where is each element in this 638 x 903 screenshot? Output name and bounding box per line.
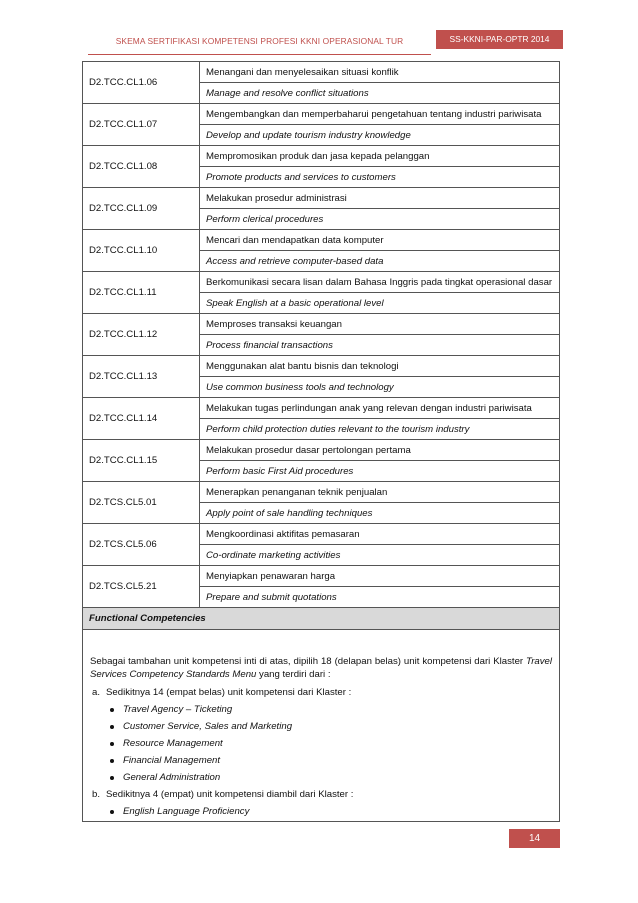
- list-item: Customer Service, Sales and Marketing: [109, 718, 552, 735]
- unit-title-en: Use common business tools and technology: [200, 377, 560, 398]
- unit-title-id: Berkomunikasi secara lisan dalam Bahasa Inggris pada tingkat operasional dasar: [200, 272, 560, 293]
- unit-title-id: Melakukan tugas perlindungan anak yang relevan dengan industri pariwisata: [200, 398, 560, 419]
- intro-text: Sebagai tambahan unit kompetensi inti di atas, dipilih 18 (delapan belas) unit kompetensi dari Klaster: [90, 656, 524, 667]
- list-a-lead: [92, 684, 552, 701]
- competency-units-table: [82, 61, 560, 630]
- list-item: General Administration: [109, 769, 552, 786]
- unit-code: D2.TCS.CL5.01: [83, 482, 200, 524]
- unit-title-en: Manage and resolve conflict situations: [200, 83, 560, 104]
- unit-row: [83, 440, 560, 461]
- unit-code: D2.TCC.CL1.06: [83, 62, 200, 104]
- list-item: Resource Management: [109, 735, 552, 752]
- unit-code: D2.TCC.CL1.11: [83, 272, 200, 314]
- document-code-badge: SS-KKNI-PAR-OPTR 2014: [436, 30, 563, 49]
- unit-row: [83, 188, 560, 209]
- page-number: 14: [509, 829, 560, 848]
- unit-title-id: Mengkoordinasi aktifitas pemasaran: [200, 524, 560, 545]
- intro-paragraph: [90, 655, 552, 681]
- unit-row: [83, 314, 560, 335]
- document-header-title: SKEMA SERTIFIKASI KOMPETENSI PROFESI KKNI OPERASIONAL TUR: [88, 35, 431, 55]
- unit-title-en: Apply point of sale handling techniques: [200, 503, 560, 524]
- unit-title-en: Speak English at a basic operational level: [200, 293, 560, 314]
- unit-code: D2.TCC.CL1.10: [83, 230, 200, 272]
- unit-title-en: Process financial transactions: [200, 335, 560, 356]
- unit-code: D2.TCC.CL1.13: [83, 356, 200, 398]
- unit-title-en: Prepare and submit quotations: [200, 587, 560, 608]
- unit-title-id: Mencari dan mendapatkan data komputer: [200, 230, 560, 251]
- unit-row: [83, 356, 560, 377]
- unit-title-id: Melakukan prosedur administrasi: [200, 188, 560, 209]
- unit-title-id: Menggunakan alat bantu bisnis dan teknologi: [200, 356, 560, 377]
- section-title: Functional Competencies: [83, 608, 560, 630]
- unit-title-id: Mempromosikan produk dan jasa kepada pelanggan: [200, 146, 560, 167]
- list-a-text: Sedikitnya 14 (empat belas) unit kompetensi dari Klaster :: [106, 687, 352, 698]
- unit-row: [83, 272, 560, 293]
- unit-title-id: Menerapkan penanganan teknik penjualan: [200, 482, 560, 503]
- section-header-row: [83, 608, 560, 630]
- unit-row: [83, 146, 560, 167]
- list-b-text: Sedikitnya 4 (empat) unit kompetensi diambil dari Klaster :: [106, 789, 354, 800]
- unit-title-id: Melakukan prosedur dasar pertolongan pertama: [200, 440, 560, 461]
- list-b-items: [90, 803, 552, 820]
- functional-competencies-text: [90, 655, 552, 820]
- unit-code: D2.TCC.CL1.08: [83, 146, 200, 188]
- unit-title-en: Perform clerical procedures: [200, 209, 560, 230]
- intro-tail: yang terdiri dari :: [259, 669, 331, 680]
- unit-title-en: Perform basic First Aid procedures: [200, 461, 560, 482]
- unit-title-id: Menangani dan menyelesaikan situasi konflik: [200, 62, 560, 83]
- unit-row: [83, 230, 560, 251]
- unit-title-id: Mengembangkan dan memperbaharui pengetahuan tentang industri pariwisata: [200, 104, 560, 125]
- list-a-marker: a.: [92, 687, 101, 698]
- unit-title-en: Perform child protection duties relevant to the tourism industry: [200, 419, 560, 440]
- intro-italic: Travel Services Competency Standards Menu: [90, 656, 552, 680]
- list-item: Financial Management: [109, 752, 552, 769]
- unit-title-id: Menyiapkan penawaran harga: [200, 566, 560, 587]
- unit-code: D2.TCS.CL5.06: [83, 524, 200, 566]
- unit-code: D2.TCS.CL5.21: [83, 566, 200, 608]
- unit-code: D2.TCC.CL1.14: [83, 398, 200, 440]
- list-b-lead: [92, 786, 552, 803]
- unit-row: [83, 524, 560, 545]
- unit-code: D2.TCC.CL1.15: [83, 440, 200, 482]
- list-item: English Language Proficiency: [109, 803, 552, 820]
- list-a-items: [90, 701, 552, 786]
- unit-title-en: Co-ordinate marketing activities: [200, 545, 560, 566]
- unit-row: [83, 482, 560, 503]
- unit-row: [83, 104, 560, 125]
- unit-code: D2.TCC.CL1.12: [83, 314, 200, 356]
- unit-title-en: Promote products and services to customers: [200, 167, 560, 188]
- list-item: Travel Agency – Ticketing: [109, 701, 552, 718]
- unit-title-en: Access and retrieve computer-based data: [200, 251, 560, 272]
- list-b-marker: b.: [92, 789, 101, 800]
- unit-code: D2.TCC.CL1.09: [83, 188, 200, 230]
- unit-title-id: Memproses transaksi keuangan: [200, 314, 560, 335]
- unit-row: [83, 62, 560, 83]
- unit-row: [83, 398, 560, 419]
- unit-row: [83, 566, 560, 587]
- unit-code: D2.TCC.CL1.07: [83, 104, 200, 146]
- unit-title-en: Develop and update tourism industry knowledge: [200, 125, 560, 146]
